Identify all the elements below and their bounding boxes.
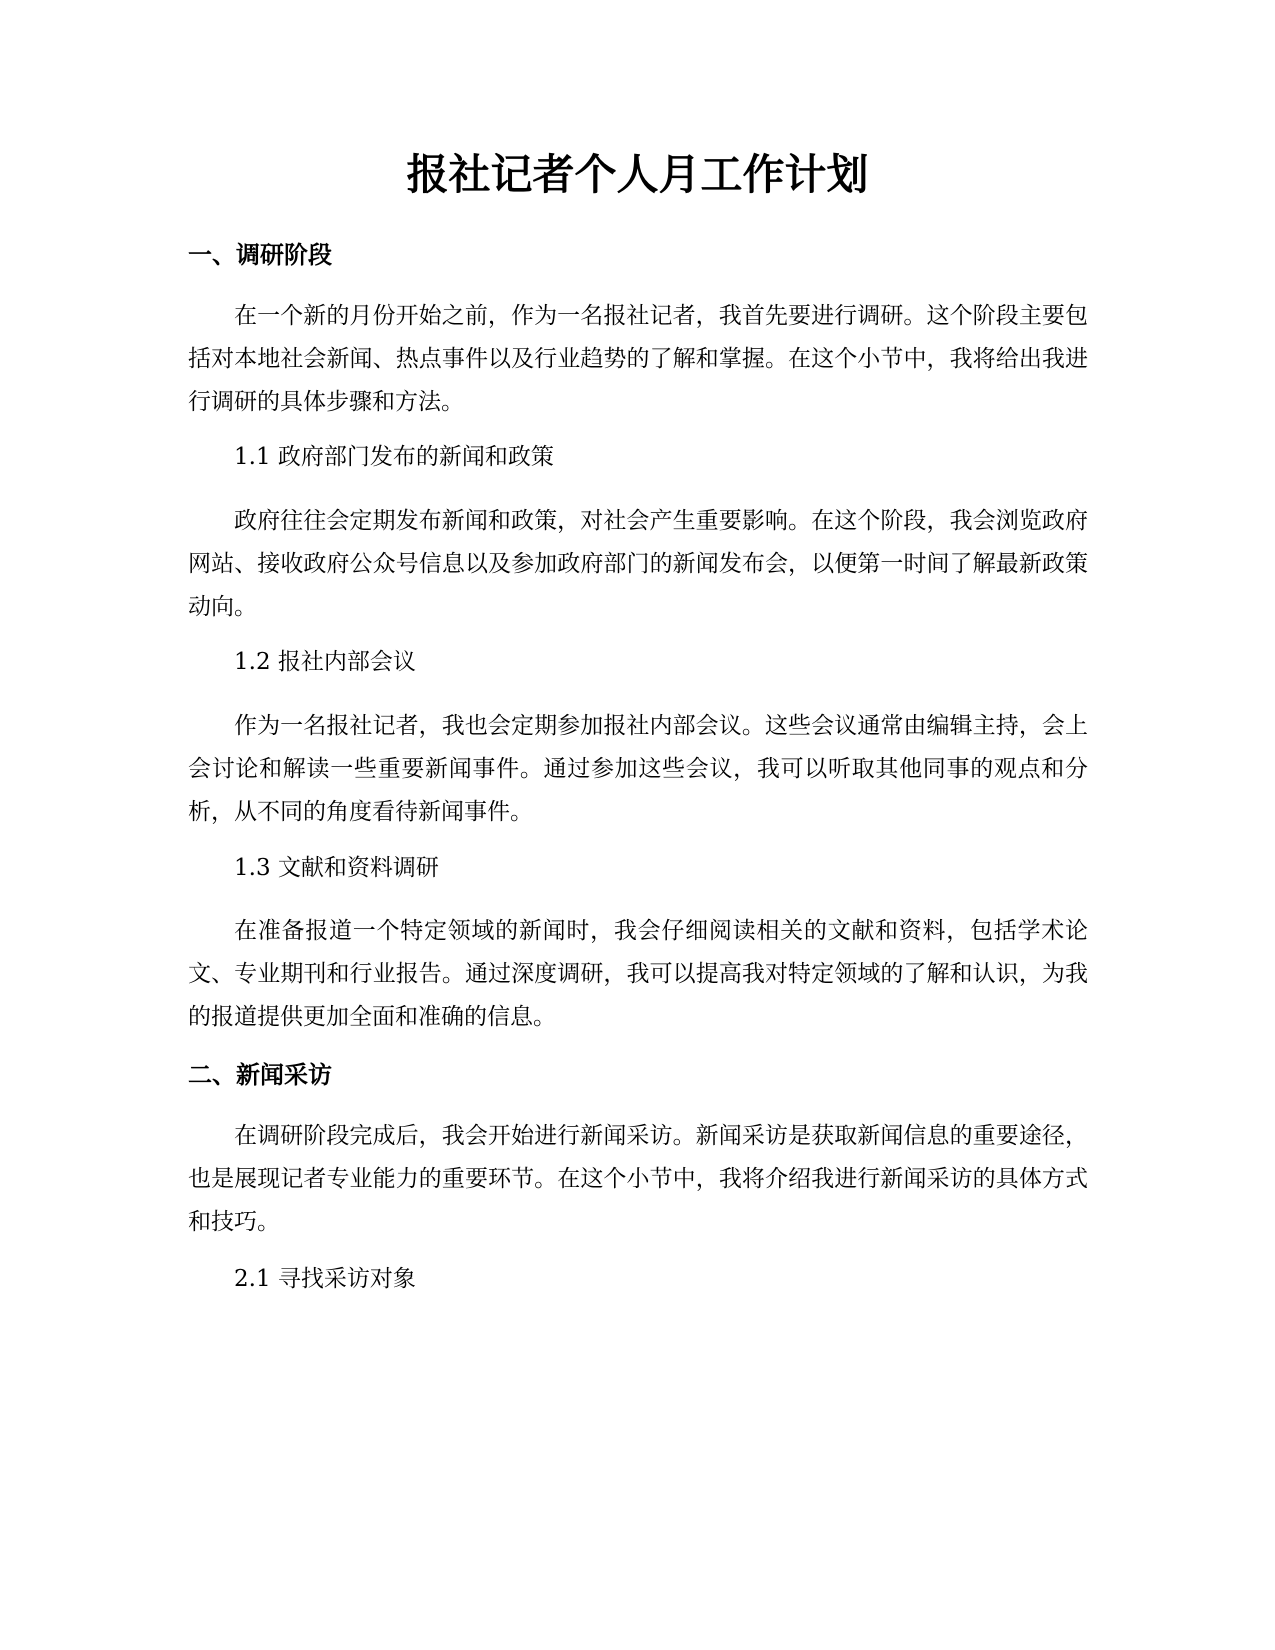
subsection-government-news-body: 政府往往会定期发布新闻和政策，对社会产生重要影响。在这个阶段，我会浏览政府网站、接收政府公众号信息以及参加政府部门的新闻发布会，以便第一时间了解最新政策动向。 [188, 508, 1088, 620]
section-research-intro: 在一个新的月份开始之前，作为一名报社记者，我首先要进行调研。这个阶段主要包括对本地社会新闻、热点事件以及行业趋势的了解和掌握。在这个小节中，我将给出我进行调研的具体步骤和方法。 [188, 303, 1088, 415]
subsection-internal-meetings-body: 作为一名报社记者，我也会定期参加报社内部会议。这些会议通常由编辑主持，会上会讨论和解读一些重要新闻事件。通过参加这些会议，我可以听取其他同事的观点和分析，从不同的角度看待新闻事件。 [188, 713, 1088, 825]
subsection-heading-find-interviewees: 2.1 寻找采访对象 [234, 1266, 416, 1292]
section-heading-interviews: 二、新闻采访 [188, 1061, 332, 1089]
section-interviews-intro: 在调研阶段完成后，我会开始进行新闻采访。新闻采访是获取新闻信息的重要途径，也是展现记者专业能力的重要环节。在这个小节中，我将介绍我进行新闻采访的具体方式和技巧。 [188, 1123, 1088, 1235]
subsection-heading-literature-research: 1.3 文献和资料调研 [234, 855, 439, 881]
subsection-heading-internal-meetings: 1.2 报社内部会议 [234, 649, 416, 675]
subsection-literature-research-body: 在准备报道一个特定领域的新闻时，我会仔细阅读相关的文献和资料，包括学术论文、专业期刊和行业报告。通过深度调研，我可以提高我对特定领域的了解和认识，为我的报道提供更加全面和准确的信息。 [188, 918, 1088, 1030]
subsection-heading-government-news: 1.1 政府部门发布的新闻和政策 [234, 444, 554, 470]
document-title: 报社记者个人月工作计划 [406, 150, 869, 199]
section-heading-research: 一、调研阶段 [188, 241, 332, 269]
